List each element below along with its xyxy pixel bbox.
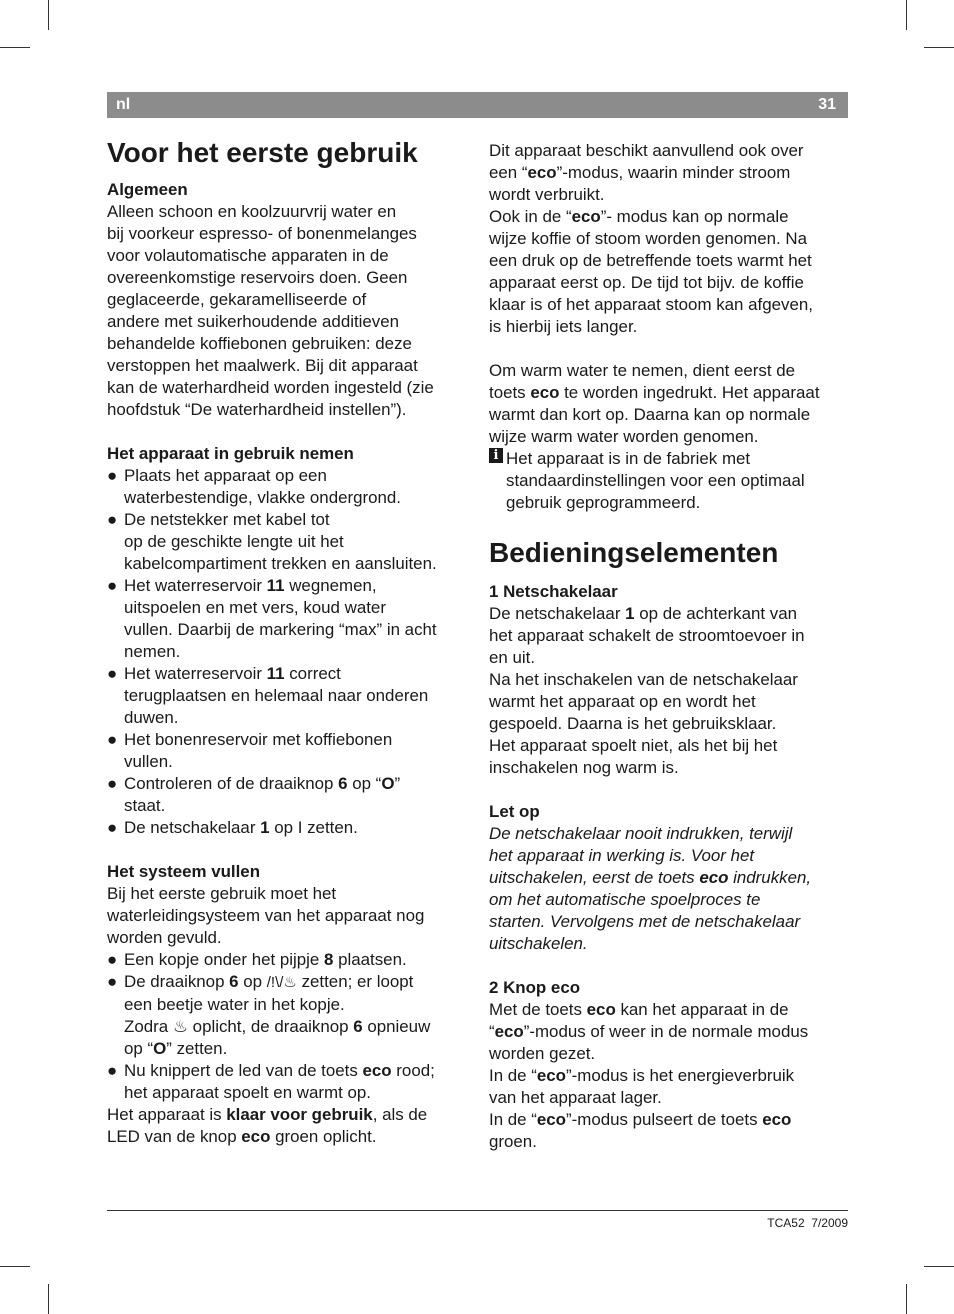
text-line: bij voorkeur espresso- of bonenmelanges <box>107 224 417 243</box>
bullet: ● <box>107 950 118 969</box>
text-line: het apparaat schakelt de stroomtoevoer in <box>489 626 805 645</box>
text-line: De netschakelaar nooit indrukken, terwijl <box>489 824 793 843</box>
crop-mark <box>924 1266 954 1267</box>
list-item <box>107 575 472 663</box>
text-line: vullen. Daarbij de markering “max” in acht <box>124 620 437 639</box>
crop-mark <box>0 1266 30 1267</box>
heading-let-op: Let op <box>489 802 540 821</box>
language-code: nl <box>116 96 131 113</box>
text-line: geglaceerde, gekaramelliseerde of <box>107 290 367 309</box>
text-line: gebruik geprogrammeerd. <box>506 493 701 512</box>
text-line: andere met suikerhoudende additieven <box>107 312 400 331</box>
text-line: worden gezet. <box>489 1044 596 1063</box>
list-item <box>107 729 472 773</box>
text-line: een beetje water in het kopje. <box>124 995 345 1014</box>
text-line: Na het inschakelen van de netschakelaar <box>489 670 798 689</box>
text-line: Een kopje onder het pijpje 8 plaatsen. <box>124 950 407 969</box>
text-line: op de geschikte lengte uit het <box>124 532 344 551</box>
text-line: uitspoelen en met vers, koud water <box>124 598 386 617</box>
text-line: waterleidingsysteem van het apparaat nog <box>107 906 425 925</box>
text-line: wijze warm water worden genomen. <box>489 427 759 446</box>
text-line: Het bonenreservoir met koffiebonen <box>124 730 393 749</box>
crop-mark <box>906 1284 907 1314</box>
list-item <box>107 1060 472 1104</box>
list-item <box>107 949 472 971</box>
text-line: Het apparaat spoelt niet, als het bij het <box>489 736 778 755</box>
list-item <box>107 663 472 729</box>
list-item <box>107 773 472 817</box>
right-column <box>489 140 854 1153</box>
left-column <box>107 138 472 1148</box>
info-note <box>489 448 854 514</box>
text-line: kan de waterhardheid worden ingesteld (zie <box>107 378 434 397</box>
steam-icon: ♨ <box>172 1017 188 1036</box>
text-line: Plaats het apparaat op een <box>124 466 327 485</box>
bullet: ● <box>107 466 118 485</box>
header-bar <box>107 92 848 118</box>
crop-mark <box>0 47 30 48</box>
text-line: inschakelen nog warm is. <box>489 758 679 777</box>
text-line: De netschakelaar 1 op I zetten. <box>124 818 358 837</box>
crop-mark <box>924 47 954 48</box>
text-line: wijze koffie of stoom worden genomen. Na <box>489 229 807 248</box>
text-line: Het apparaat is in de fabriek met <box>506 449 751 468</box>
text-line: groen. <box>489 1132 537 1151</box>
text-line: LED van de knop eco groen oplicht. <box>107 1127 377 1146</box>
text-line: voor volautomatische apparaten in de <box>107 246 389 265</box>
crop-mark <box>48 1284 49 1314</box>
bullet: ● <box>107 664 118 683</box>
text-line: Het waterreservoir 11 correct <box>124 664 341 683</box>
crop-mark <box>906 0 907 30</box>
section-title-controls: Bedieningselementen <box>489 537 779 568</box>
text-line: In de “eco”-modus pulseert de toets eco <box>489 1110 792 1129</box>
crop-mark <box>48 0 49 30</box>
text-line: Zodra ♨ oplicht, de draaiknop 6 opnieuw <box>124 1017 431 1036</box>
text-line: starten. Vervolgens met de netschakelaar <box>489 912 801 931</box>
text-line: het apparaat in werking is. Voor het <box>489 846 755 865</box>
text-line: Met de toets eco kan het apparaat in de <box>489 1000 789 1019</box>
list-item <box>107 817 472 839</box>
text-line: behandelde koffiebonen gebruiken: deze <box>107 334 412 353</box>
text-line: een druk op de betreffende toets warmt het <box>489 251 812 270</box>
text-line: Dit apparaat beschikt aanvullend ook over <box>489 141 804 160</box>
text-line: verstoppen het maalwerk. Bij dit apparaat <box>107 356 418 375</box>
list-item <box>107 465 472 509</box>
heading-knop-eco: 2 Knop eco <box>489 978 581 997</box>
info-icon: i <box>489 448 503 463</box>
text-line: Om warm water te nemen, dient eerst de <box>489 361 796 380</box>
text-line: Het apparaat is klaar voor gebruik, als de <box>107 1105 428 1124</box>
text-line: gespoeld. Daarna is het gebruiksklaar. <box>489 714 777 733</box>
text-line: apparaat eerst op. De tijd tot bijv. de koffie <box>489 273 804 292</box>
text-line: terugplaatsen en helemaal naar onderen <box>124 686 429 705</box>
text-line: waterbestendige, vlakke ondergrond. <box>124 488 401 507</box>
list-item <box>107 509 472 575</box>
footer-model: TCA52 7/2009 <box>767 1216 848 1230</box>
bullet: ● <box>107 510 118 529</box>
text-line: De netschakelaar 1 op de achterkant van <box>489 604 797 623</box>
text-line: een “eco”-modus, waarin minder stroom <box>489 163 791 182</box>
text-line: De draaiknop 6 op /!\/♨ zetten; er loopt <box>124 972 414 991</box>
bullet: ● <box>107 818 118 837</box>
text-line: Ook in de “eco”- modus kan op normale <box>489 207 789 226</box>
text-line: staat. <box>124 796 166 815</box>
text-line: van het apparaat lager. <box>489 1088 662 1107</box>
text-line: In de “eco”-modus is het energieverbruik <box>489 1066 795 1085</box>
text-line: “eco”-modus of weer in de normale modus <box>489 1022 809 1041</box>
text-line: De netstekker met kabel tot <box>124 510 330 529</box>
text-line: op “O” zetten. <box>124 1039 228 1058</box>
text-line: nemen. <box>124 642 181 661</box>
text-line: toets eco te worden ingedrukt. Het apparaat <box>489 383 820 402</box>
text-line: warmt dan kort op. Daarna kan op normale <box>489 405 811 424</box>
text-line: het apparaat spoelt en warmt op. <box>124 1083 371 1102</box>
text-line: uitschakelen. <box>489 934 588 953</box>
text-line: worden gevuld. <box>107 928 222 947</box>
bullet: ● <box>107 774 118 793</box>
footer-rule <box>107 1210 848 1211</box>
text-line: standaardinstellingen voor een optimaal <box>506 471 805 490</box>
text-line: duwen. <box>124 708 179 727</box>
page-number: 31 <box>818 96 836 113</box>
bullet: ● <box>107 1061 118 1080</box>
text-line: Bij het eerste gebruik moet het <box>107 884 337 903</box>
text-line: om het automatische spoelproces te <box>489 890 761 909</box>
text-line: is hierbij iets langer. <box>489 317 638 336</box>
text-line: Het waterreservoir 11 wegnemen, <box>124 576 377 595</box>
text-line: en uit. <box>489 648 536 667</box>
text-line: uitschakelen, eerst de toets eco indrukken, <box>489 868 812 887</box>
text-line: warmt het apparaat op en wordt het <box>489 692 756 711</box>
text-line: Nu knippert de led van de toets eco rood; <box>124 1061 435 1080</box>
heading-netschakelaar: 1 Netschakelaar <box>489 582 618 601</box>
text-line: klaar is of het apparaat stoom kan afgeven, <box>489 295 813 314</box>
list-item <box>107 971 472 1060</box>
text-line: overeenkomstige reservoirs doen. Geen <box>107 268 408 287</box>
text-line: wordt verbruikt. <box>489 185 605 204</box>
text-line: vullen. <box>124 752 173 771</box>
bullet: ● <box>107 576 118 595</box>
steam-symbol-icon: /!\/♨ <box>266 974 297 991</box>
text-line: Controleren of de draaiknop 6 op “O” <box>124 774 401 793</box>
heading-algemeen: Algemeen <box>107 180 188 199</box>
bullet: ● <box>107 730 118 749</box>
heading-systeem-vullen: Het systeem vullen <box>107 862 261 881</box>
heading-in-gebruik: Het apparaat in gebruik nemen <box>107 444 354 463</box>
section-title-first-use: Voor het eerste gebruik <box>107 137 418 168</box>
text-line: Alleen schoon en koolzuurvrij water en <box>107 202 397 221</box>
text-line: hoofdstuk “De waterhardheid instellen”). <box>107 400 407 419</box>
text-line: kabelcompartiment trekken en aansluiten. <box>124 554 437 573</box>
bullet: ● <box>107 972 118 991</box>
